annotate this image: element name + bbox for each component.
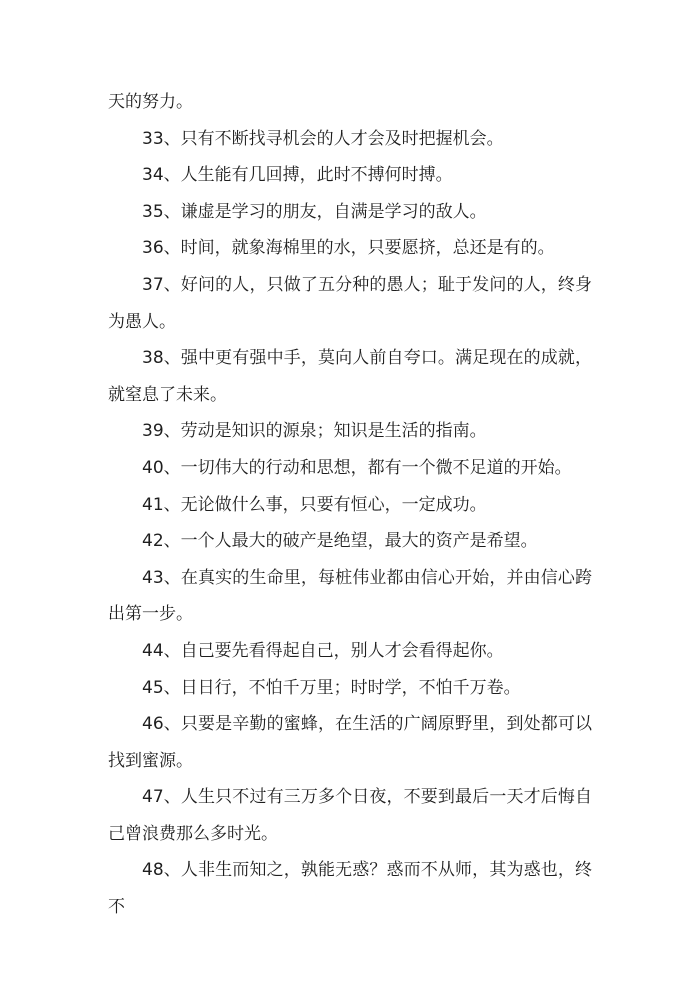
quote-item-45: 45、日日行，不怕千万里；时时学，不怕千万卷。 — [142, 677, 521, 698]
quote-item-41: 41、无论做什么事，只要有恒心，一定成功。 — [142, 494, 487, 515]
quote-item-39: 39、劳动是知识的源泉；知识是生活的指南。 — [142, 421, 487, 442]
document-body — [108, 84, 592, 926]
quote-item-34: 34、人生能有几回搏，此时不搏何时搏。 — [142, 165, 453, 186]
quote-item-48: 48、人非生而知之，孰能无惑？惑而不从师，其为惑也，终不 — [108, 860, 592, 918]
quote-item-33: 33、只有不断找寻机会的人才会及时把握机会。 — [142, 128, 504, 149]
quote-item-43: 43、在真实的生命里，每桩伟业都由信心开始，并由信心跨出第一步。 — [108, 567, 592, 625]
quote-item-44: 44、自己要先看得起自己，别人才会看得起你。 — [142, 640, 504, 661]
quote-item-42: 42、一个人最大的破产是绝望，最大的资产是希望。 — [142, 531, 538, 552]
quote-item-40: 40、一切伟大的行动和思想，都有一个微不足道的开始。 — [142, 457, 572, 478]
quote-item-35: 35、谦虚是学习的朋友，自满是学习的敌人。 — [142, 201, 487, 222]
quote-item-47: 47、人生只不过有三万多个日夜，不要到最后一天才后悔自己曾浪费那么多时光。 — [108, 787, 592, 844]
quote-item-37: 37、好问的人，只做了五分种的愚人；耻于发问的人，终身为愚人。 — [108, 274, 592, 332]
quote-item-46: 46、只要是辛勤的蜜蜂，在生活的广阔原野里，到处都可以找到蜜源。 — [108, 714, 592, 771]
quote-item-36: 36、时间，就象海棉里的水，只要愿挤，总还是有的。 — [142, 238, 555, 259]
quote-item-38: 38、强中更有强中手，莫向人前自夸口。满足现在的成就，就窒息了未来。 — [108, 348, 592, 405]
paragraph-continuation: 天的努力。 — [108, 92, 193, 112]
